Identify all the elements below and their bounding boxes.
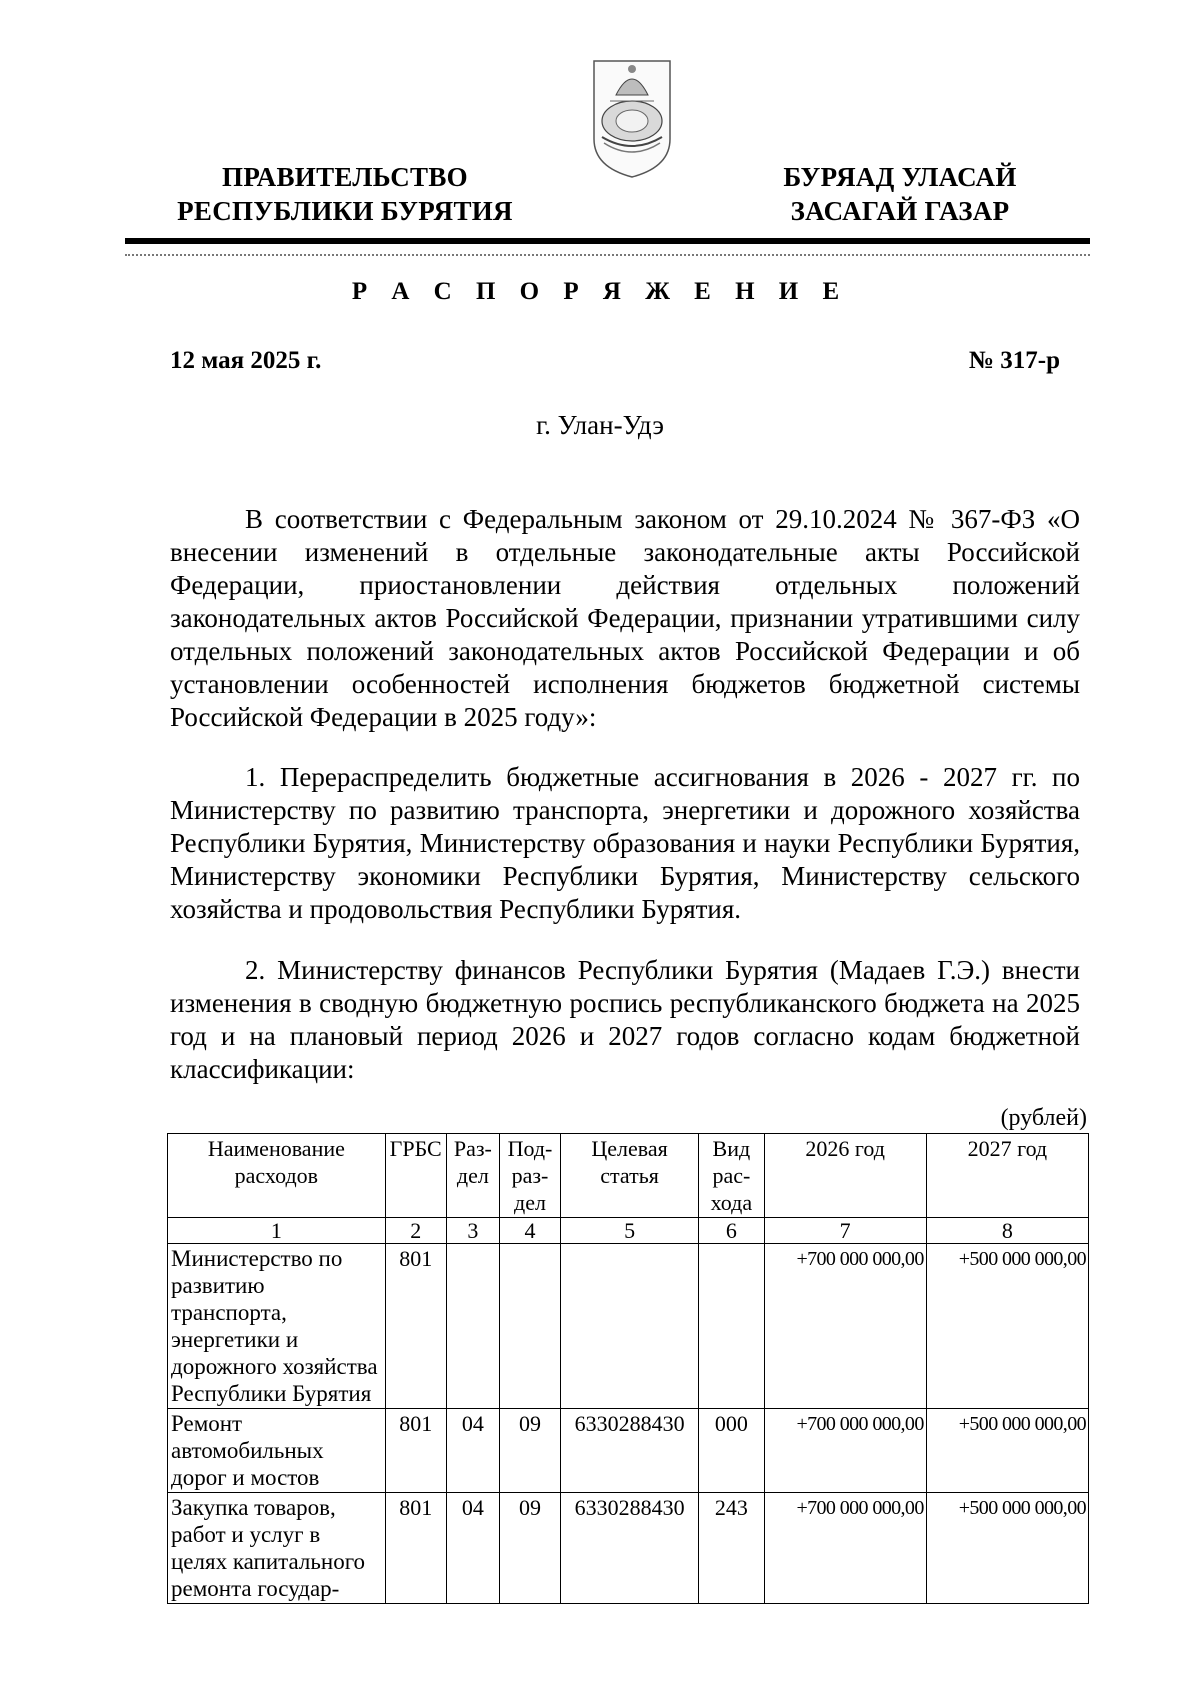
cell-2027: +500 000 000,00: [926, 1409, 1088, 1493]
budget-table: [167, 1133, 1089, 1604]
cell-grbs: 801: [385, 1493, 446, 1604]
org-name-russian: [150, 160, 540, 228]
cell-kind: [699, 1244, 764, 1409]
col-header-2027: 2027 год: [926, 1134, 1088, 1218]
index-cell: 2: [385, 1218, 446, 1244]
org-name-buryat: [750, 160, 1050, 228]
cell-section: 04: [446, 1493, 499, 1604]
paragraph-item-1: 1. Перераспределить бюджетные ассигнования в 2026 - 2027 гг. по Министерству по развитию транспорта, энергетики и дорожного хозяйства Республики Бурятия, Министерству образования и науки Республики Бурятия, Министерству экономики Республики Бурятия, Министерству сельского хозяйства и продовольствия Республики Бурятия.: [170, 762, 1080, 924]
cell-subsection: 09: [500, 1493, 561, 1604]
index-cell: 5: [560, 1218, 698, 1244]
table-row: [168, 1493, 1089, 1604]
header-divider-dotted: [125, 254, 1090, 256]
cell-target: 6330288430: [560, 1409, 698, 1493]
table-units: (рублей): [1000, 1105, 1087, 1131]
cell-kind: 243: [699, 1493, 764, 1604]
cell-subsection: [500, 1244, 561, 1409]
org-left-line-1: ПРАВИТЕЛЬСТВО: [222, 162, 468, 192]
header-divider-thick: [125, 238, 1090, 244]
index-cell: 8: [926, 1218, 1088, 1244]
col-header-subsection: Под-раз-дел: [500, 1134, 561, 1218]
org-right-line-2: ЗАСАГАЙ ГАЗАР: [790, 196, 1010, 226]
index-cell: 4: [500, 1218, 561, 1244]
document-city: г. Улан-Удэ: [536, 410, 664, 440]
cell-section: 04: [446, 1409, 499, 1493]
cell-2027: +500 000 000,00: [926, 1244, 1088, 1409]
col-header-name: Наименование расходов: [168, 1134, 386, 1218]
cell-grbs: 801: [385, 1244, 446, 1409]
col-header-section: Раз-дел: [446, 1134, 499, 1218]
table-header-row: [168, 1134, 1089, 1218]
col-header-target: Целевая статья: [560, 1134, 698, 1218]
index-cell: 7: [764, 1218, 926, 1244]
cell-target: [560, 1244, 698, 1409]
document-type: Р А С П О Р Я Ж Е Н И Е: [351, 278, 849, 305]
table-row: [168, 1244, 1089, 1409]
index-cell: 3: [446, 1218, 499, 1244]
cell-2026: +700 000 000,00: [764, 1244, 926, 1409]
cell-2026: +700 000 000,00: [764, 1493, 926, 1604]
document-date: 12 мая 2025 г.: [170, 347, 322, 374]
cell-kind: 000: [699, 1409, 764, 1493]
cell-name: Министерство по развитию транспорта, энергетики и дорожного хозяйства Республики Бурятия: [168, 1244, 386, 1409]
org-left-line-2: РЕСПУБЛИКИ БУРЯТИЯ: [177, 196, 513, 226]
paragraph-preamble: В соответствии с Федеральным законом от 29.10.2024 № 367-ФЗ «О внесении изменений в отдельные законодательные акты Российской Федерации, приостановлении действия отдельных положений законодательных актов Российской Федерации, признании утратившими силу отдельных положений законодательных актов Российской Федерации и об установлении особенностей исполнения бюджетов бюджетной системы Российской Федерации в 2025 году»:: [170, 504, 1080, 732]
cell-subsection: 09: [500, 1409, 561, 1493]
cell-section: [446, 1244, 499, 1409]
paragraph-item-2: 2. Министерству финансов Республики Бурятия (Мадаев Г.Э.) внести изменения в сводную бюджетную роспись республиканского бюджета на 2025 год и на плановый период 2026 и 2027 годов согласно кодам бюджетной классификации:: [170, 955, 1080, 1084]
table-row: [168, 1409, 1089, 1493]
org-right-line-1: БУРЯАД УЛАСАЙ: [783, 162, 1017, 192]
col-header-grbs: ГРБС: [385, 1134, 446, 1218]
cell-name: Ремонт автомобильных дорог и мостов: [168, 1409, 386, 1493]
cell-grbs: 801: [385, 1409, 446, 1493]
col-header-kind: Вид рас-хода: [699, 1134, 764, 1218]
index-cell: 6: [699, 1218, 764, 1244]
cell-name: Закупка товаров, работ и услуг в целях капитального ремонта государ-: [168, 1493, 386, 1604]
col-header-2026: 2026 год: [764, 1134, 926, 1218]
index-cell: 1: [168, 1218, 386, 1244]
cell-2026: +700 000 000,00: [764, 1409, 926, 1493]
table-index-row: [168, 1218, 1089, 1244]
document-number: № 317-р: [968, 347, 1060, 374]
coat-of-arms-icon: [590, 55, 674, 181]
cell-2027: +500 000 000,00: [926, 1493, 1088, 1604]
cell-target: 6330288430: [560, 1493, 698, 1604]
